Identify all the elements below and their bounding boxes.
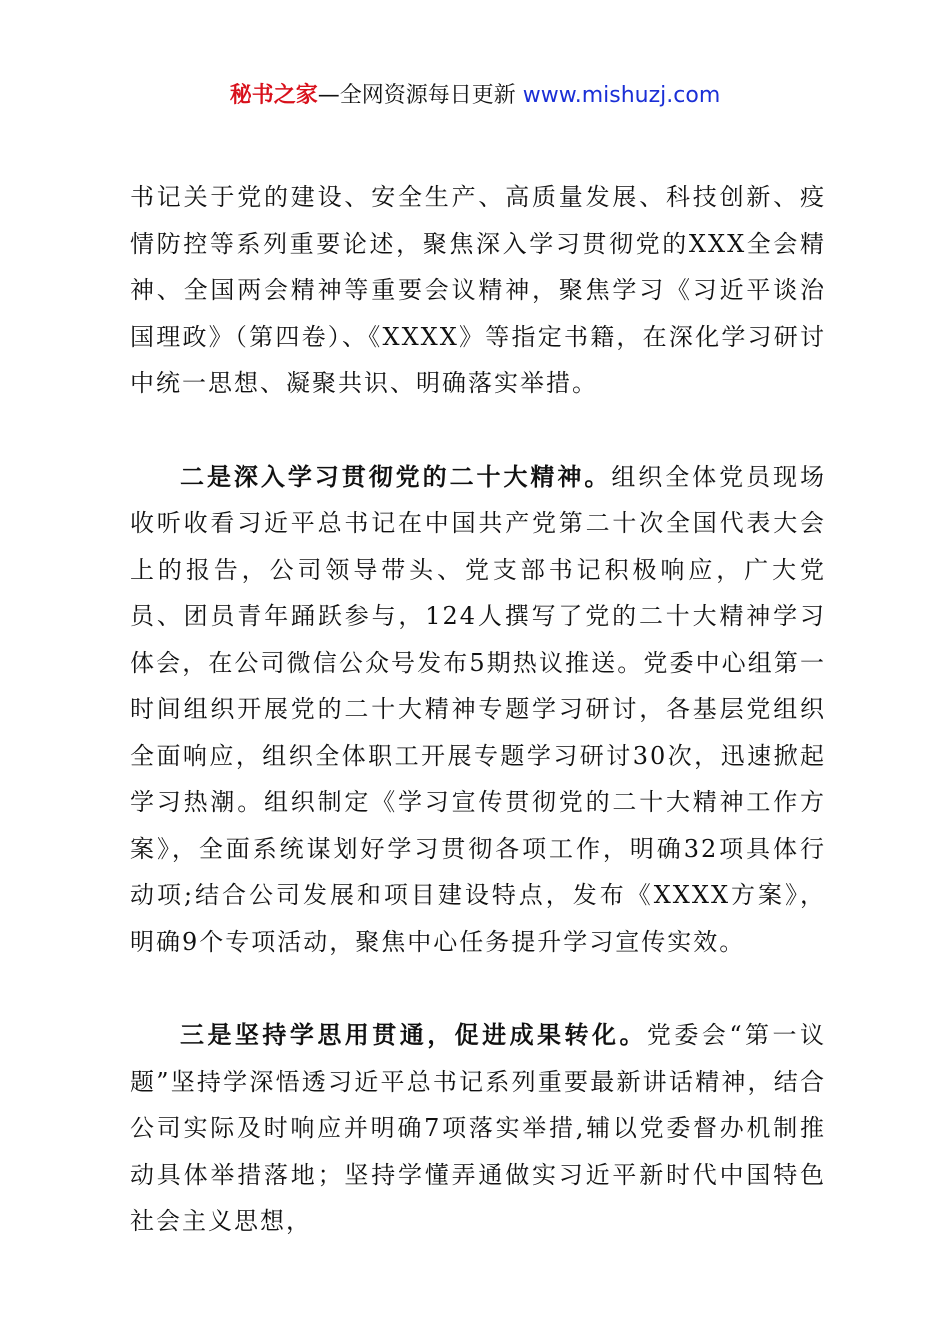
site-url[interactable]: www.mishuzj.com [522,83,721,108]
site-tagline: —全网资源每日更新 [317,83,523,108]
site-header [0,80,950,112]
paragraph-lead: 二是深入学习贯彻党的二十大精神。 [180,461,612,491]
paragraph-lead: 三是坚持学思用贯通，促进成果转化。 [180,1020,647,1049]
paragraph-text: 组织全体党员现场收听收看习近平总书记在中国共产党第二十次全国代表大会上的报告，公司领导带头、党支部书记积极响应，广大党员、团员青年踊跃参与，124人撰写了党的二十大精神学习体会，在公司微信公众号发布5期热议推送。党委中心组第一时间组织开展党的二十大精神专题学习研讨，各基层党组织全面响应，组织全体职工开展专题学习研讨30次，迅速掀起学习热潮。组织制定《学习宣传贯彻党的二十大精神工作方案》，全面系统谋划好学习贯彻各项工作，明确32项具体行动项;结合公司发展和项目建设特点，发布《XXXX方案》，明确9个专项活动，聚焦中心任务提升学习宣传实效。 [130,462,827,956]
paragraph-point-two [130,454,826,966]
paragraph-point-three [130,1012,826,1245]
site-brand: 秘书之家 [229,83,318,108]
document-body [130,174,826,1245]
paragraph-text: 书记关于党的建设、安全生产、高质量发展、科技创新、疫情防控等系列重要论述，聚焦深入学习贯彻党的XXX全会精神、全国两会精神等重要会议精神，聚焦学习《习近平谈治国理政》（第四卷）、《XXXX》等指定书籍，在深化学习研讨中统一思想、凝聚共识、明确落实举措。 [130,183,826,397]
paragraph-text: 党委会“第一议题”坚持学深悟透习近平总书记系列重要最新讲话精神，结合公司实际及时响应并明确7项落实举措,辅以党委督办机制推动具体举措落地；坚持学懂弄通做实习近平新时代中国特色社会主义思想， [130,1021,826,1235]
paragraph-continuation [130,174,826,407]
